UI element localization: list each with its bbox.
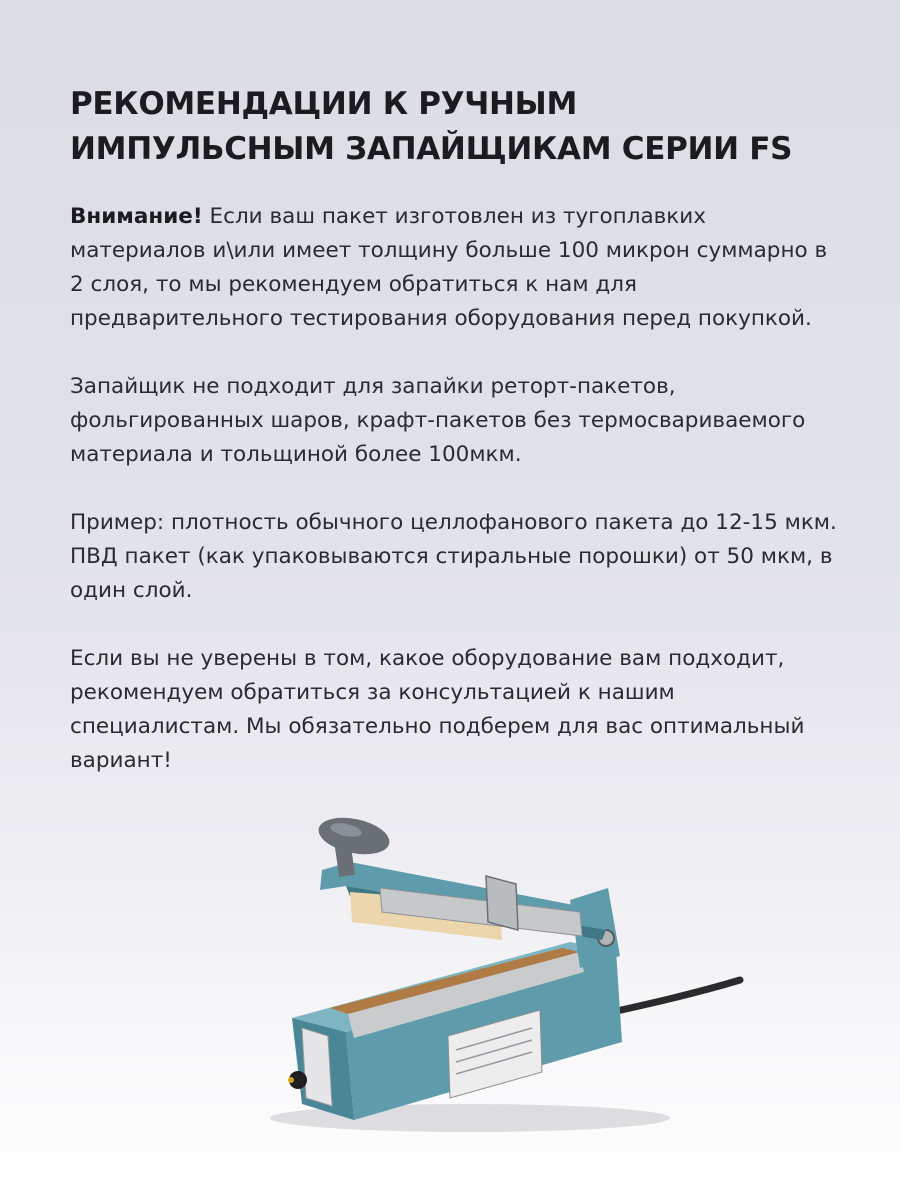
clamp-bracket (486, 876, 518, 930)
control-panel (302, 1028, 332, 1106)
limitations-paragraph: Запайщик не подходит для запайки реторт-пакетов, фольгированных шаров, крафт-пакетов без термосвариваемого материала и тольщиной более 100мкм. (70, 374, 806, 467)
timer-knob-marker (288, 1077, 294, 1083)
warning-text: Если ваш пакет изготовлен из тугоплавких материалов и\или имеет толщину больше 100 микрон суммарно в 2 слоя, то мы рекомендуем обратиться к нам для предварительного тестирования оборудования перед покупкой. (70, 204, 828, 331)
impulse-sealer-photo (250, 800, 810, 1180)
page-title (70, 82, 840, 172)
title-line-2: ИМПУЛЬСНЫМ ЗАПАЙЩИКАМ СЕРИИ FS (70, 131, 793, 167)
example-paragraph: Пример: плотность обычного целлофанового пакета до 12-15 мкм. ПВД пакет (как упаковываются стиральные порошки) от 50 мкм, в один слой. (70, 510, 837, 603)
warning-label: Внимание! (70, 204, 203, 229)
title-line-1: РЕКОМЕНДАЦИИ К РУЧНЫМ (70, 86, 578, 122)
document-text (70, 82, 840, 812)
consultation-paragraph: Если вы не уверены в том, какое оборудование вам подходит, рекомендуем обратиться за консультацией к нашим специалистам. Мы обязательно подберем для вас оптимальный вариант! (70, 646, 805, 773)
warning-paragraph (70, 200, 840, 336)
